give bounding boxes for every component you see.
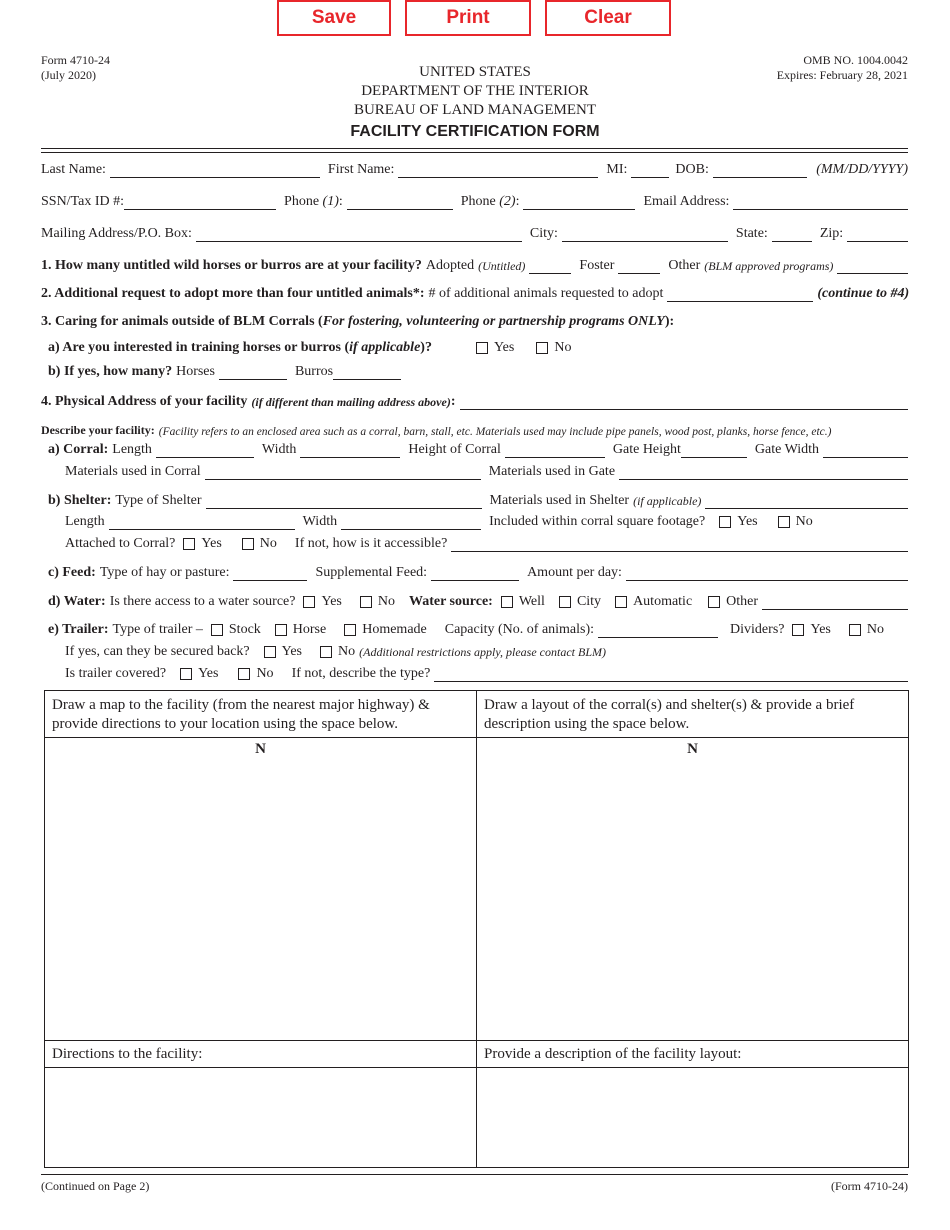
omb-number: OMB NO. 1004.0042 (803, 53, 908, 67)
city-water-checkbox[interactable] (559, 596, 571, 608)
covered-yes-label: Yes (198, 666, 219, 681)
supplemental-field[interactable] (431, 564, 519, 581)
type-shelter-label: Type of Shelter (115, 493, 202, 508)
materials-gate-label: Materials used in Gate (488, 464, 616, 479)
horses-field[interactable] (219, 363, 287, 380)
q4-note: (if different than mailing address above) (251, 395, 451, 409)
covered-yes-checkbox[interactable] (180, 668, 192, 680)
corral-length-field[interactable] (156, 441, 254, 458)
footer-form-number: (Form 4710-24) (831, 1179, 908, 1193)
foster-field[interactable] (618, 257, 660, 274)
first-name-label: First Name: (327, 162, 395, 177)
dividers-yes-label: Yes (810, 622, 831, 637)
q3-label: 3. Caring for animals outside of BLM Corrals (For fostering, volunteering or partnership programs ONLY): (41, 314, 675, 329)
water-label: d) Water: (48, 594, 106, 609)
attached-yes-label: Yes (201, 536, 222, 551)
feed-label: c) Feed: (48, 565, 96, 580)
corral-row-1 (48, 438, 908, 458)
secured-no-checkbox[interactable] (320, 646, 332, 658)
amount-label: Amount per day: (527, 565, 622, 580)
description-field[interactable] (476, 1067, 909, 1168)
shelter-width-field[interactable] (341, 513, 481, 530)
agency-line-2: DEPARTMENT OF THE INTERIOR (361, 83, 589, 99)
layout-heading-box (476, 690, 909, 738)
q3a-yes-checkbox[interactable] (476, 342, 488, 354)
directions-heading: Directions to the facility: (52, 1046, 203, 1062)
layout-heading: Draw a layout of the corral(s) and shelter(s) & provide a brief description using the space below. (484, 697, 855, 732)
description-heading: Provide a description of the facility layout: (484, 1046, 742, 1062)
trailer-row-1 (48, 618, 908, 638)
layout-drawing-area[interactable] (476, 737, 909, 1041)
trailer-row-3 (65, 662, 908, 682)
ssn-field[interactable] (124, 193, 276, 210)
secured-label: If yes, can they be secured back? (65, 644, 250, 659)
shelter-length-label: Length (65, 514, 105, 529)
materials-shelter-field[interactable] (705, 492, 908, 509)
covered-no-label: No (256, 666, 274, 681)
stock-label: Stock (228, 622, 261, 637)
describe-facility (41, 418, 908, 438)
other-field[interactable] (837, 257, 908, 274)
other-water-label: Other (726, 594, 759, 609)
describe-type-label: If not, describe the type? (291, 666, 431, 681)
hay-field[interactable] (233, 564, 307, 581)
horses-label: Horses (176, 364, 215, 379)
contact-row (41, 190, 908, 210)
automatic-checkbox[interactable] (615, 596, 627, 608)
accessible-field[interactable] (451, 535, 908, 552)
gate-height-label: Gate Height (612, 442, 681, 457)
north-indicator: N (255, 741, 266, 757)
question-1 (41, 254, 908, 274)
corral-height-field[interactable] (505, 441, 605, 458)
foster-label: Foster (579, 258, 615, 273)
dividers-no-checkbox[interactable] (849, 624, 861, 636)
automatic-label: Automatic (633, 594, 693, 609)
water-yes-checkbox[interactable] (303, 596, 315, 608)
city-water-label: City (576, 594, 602, 609)
describe-type-field[interactable] (434, 665, 908, 682)
materials-corral-label: Materials used in Corral (65, 464, 201, 479)
map-heading-box (44, 690, 477, 738)
address-row (41, 222, 908, 242)
header-divider (41, 148, 908, 149)
last-name-label: Last Name: (41, 162, 106, 177)
horse-checkbox[interactable] (275, 624, 287, 636)
dividers-label: Dividers? (730, 622, 785, 637)
included-no-checkbox[interactable] (778, 516, 790, 528)
zip-label: Zip: (819, 226, 844, 241)
q3a-label: a) Are you interested in training horses or burros (if applicable)? (48, 340, 432, 355)
capacity-label: Capacity (No. of animals): (444, 622, 595, 637)
adopted-field[interactable] (529, 257, 571, 274)
clear-button[interactable]: Clear (545, 0, 671, 36)
question-2 (41, 282, 908, 302)
form-date: (July 2020) (41, 68, 96, 82)
shelter-row-1 (48, 489, 908, 509)
footer-divider (41, 1174, 908, 1175)
trailer-label: e) Trailer: (48, 622, 109, 637)
phone2-field[interactable] (523, 193, 635, 210)
dividers-yes-checkbox[interactable] (792, 624, 804, 636)
save-button[interactable]: Save (277, 0, 391, 36)
mi-label: MI: (606, 162, 628, 177)
last-name-field[interactable] (110, 161, 320, 178)
capacity-field[interactable] (598, 621, 718, 638)
included-label: Included within corral square footage? (489, 514, 706, 529)
supplemental-label: Supplemental Feed: (315, 565, 428, 580)
corral-height-label: Height of Corral (408, 442, 501, 457)
ssn-label: SSN/Tax ID #: (41, 194, 125, 209)
burros-field[interactable] (333, 363, 401, 380)
directions-field[interactable] (44, 1067, 477, 1168)
map-heading: Draw a map to the facility (from the nearest major highway) & provide directions to your location using the space below. (52, 697, 430, 732)
attached-yes-checkbox[interactable] (183, 538, 195, 550)
type-trailer-label: Type of trailer – (112, 622, 203, 637)
dob-field[interactable] (713, 161, 807, 178)
gate-width-field[interactable] (823, 441, 908, 458)
q2-label: 2. Additional request to adopt more than four untitled animals*: (41, 286, 425, 301)
q4-colon: : (450, 394, 456, 409)
water-no-checkbox[interactable] (360, 596, 372, 608)
homemade-checkbox[interactable] (344, 624, 356, 636)
homemade-label: Homemade (362, 622, 427, 637)
first-name-field[interactable] (398, 161, 598, 178)
dob-label: DOB: (675, 162, 709, 177)
page-title: FACILITY CERTIFICATION FORM (350, 123, 600, 140)
water-no-label: No (377, 594, 395, 609)
burros-label: Burros (294, 364, 334, 379)
email-field[interactable] (733, 193, 908, 210)
q4-label: 4. Physical Address of your facility (41, 394, 248, 409)
attached-no-label: No (259, 536, 277, 551)
name-row (41, 158, 908, 178)
dob-format-hint: (MM/DD/YYYY) (816, 162, 908, 177)
agency-line-1: UNITED STATES (419, 64, 531, 80)
q3a-yes-label: Yes (493, 340, 515, 355)
attached-no-checkbox[interactable] (242, 538, 254, 550)
horse-label: Horse (292, 622, 327, 637)
form-number: Form 4710-24 (41, 53, 110, 67)
type-shelter-field[interactable] (206, 492, 482, 509)
continue-note: (continue to #4) (817, 286, 910, 301)
header-divider (41, 152, 908, 153)
map-drawing-area[interactable] (44, 737, 477, 1041)
city-field[interactable] (562, 225, 728, 242)
materials-shelter-label: Materials used in Shelter (489, 493, 630, 508)
hay-label: Type of hay or pasture: (99, 565, 230, 580)
describe-note: (Facility refers to an enclosed area such as a corral, barn, stall, etc. Materials used may include pipe panels, wood post, planks, horse fence, etc.) (158, 426, 832, 438)
water-row (48, 590, 908, 610)
additional-animals-field[interactable] (667, 285, 813, 302)
shelter-label: b) Shelter: (48, 493, 112, 508)
email-label: Email Address: (643, 194, 730, 209)
included-yes-label: Yes (737, 514, 758, 529)
describe-label: Describe your facility: (41, 423, 155, 437)
continued-note: (Continued on Page 2) (41, 1179, 150, 1193)
well-checkbox[interactable] (501, 596, 513, 608)
secured-yes-checkbox[interactable] (264, 646, 276, 658)
phone1-label: Phone (1): (284, 194, 343, 209)
accessible-label: If not, how is it accessible? (294, 536, 448, 551)
question-4 (41, 390, 908, 410)
mailing-label: Mailing Address/P.O. Box: (41, 226, 192, 241)
materials-gate-field[interactable] (619, 463, 908, 480)
covered-label: Is trailer covered? (65, 666, 167, 681)
amount-field[interactable] (626, 564, 908, 581)
agency-line-3: BUREAU OF LAND MANAGEMENT (353, 102, 597, 118)
restrictions-note: (Additional restrictions apply, please contact BLM) (359, 645, 606, 659)
water-source-label: Water source: (408, 594, 493, 609)
corral-width-label: Width (261, 442, 297, 457)
gate-height-field[interactable] (681, 441, 747, 458)
other-water-field[interactable] (762, 593, 908, 610)
corral-width-field[interactable] (300, 441, 400, 458)
shelter-row-2 (65, 510, 908, 530)
trailer-row-2 (65, 640, 908, 660)
corral-row-2 (65, 460, 908, 480)
q3b-label: b) If yes, how many? (48, 364, 173, 379)
q3a-no-label: No (554, 340, 572, 355)
mailing-field[interactable] (196, 225, 522, 242)
feed-row (48, 561, 908, 581)
attached-label: Attached to Corral? (65, 536, 176, 551)
city-label: City: (529, 226, 558, 241)
if-applicable-note: (if applicable) (633, 494, 702, 508)
shelter-length-field[interactable] (109, 513, 295, 530)
adopted-label: Adopted (425, 258, 475, 273)
state-label: State: (735, 226, 768, 241)
question-3a (48, 336, 915, 356)
q3a-no-checkbox[interactable] (536, 342, 548, 354)
materials-corral-field[interactable] (205, 463, 481, 480)
secured-no-label: No (338, 644, 356, 659)
water-question: Is there access to a water source? (109, 594, 296, 609)
shelter-width-label: Width (302, 514, 338, 529)
physical-address-field[interactable] (460, 393, 908, 410)
phone1-field[interactable] (347, 193, 453, 210)
shelter-row-3 (65, 532, 908, 552)
phone2-label: Phone (2): (460, 194, 520, 209)
gate-width-label: Gate Width (754, 442, 820, 457)
other-water-checkbox[interactable] (708, 596, 720, 608)
print-button[interactable]: Print (405, 0, 531, 36)
included-no-label: No (795, 514, 813, 529)
covered-no-checkbox[interactable] (238, 668, 250, 680)
q2-text: # of additional animals requested to adopt (428, 286, 664, 301)
blm-programs-note: (BLM approved programs) (704, 259, 834, 273)
omb-expires: Expires: February 28, 2021 (776, 68, 908, 82)
north-indicator: N (687, 741, 698, 757)
description-heading-box (476, 1040, 909, 1068)
q1-label: 1. How many untitled wild horses or burros are at your facility? (41, 258, 422, 273)
zip-field[interactable] (847, 225, 908, 242)
mi-field[interactable] (631, 161, 669, 178)
question-3b (48, 360, 915, 380)
directions-heading-box (44, 1040, 477, 1068)
state-field[interactable] (772, 225, 812, 242)
corral-label: a) Corral: (48, 442, 109, 457)
other-label: Other (668, 258, 701, 273)
dividers-no-label: No (866, 622, 884, 637)
corral-length-label: Length (112, 442, 152, 457)
water-yes-label: Yes (321, 594, 342, 609)
untitled-note: (Untitled) (478, 259, 526, 273)
stock-checkbox[interactable] (211, 624, 223, 636)
question-3 (41, 310, 908, 330)
included-yes-checkbox[interactable] (719, 516, 731, 528)
well-label: Well (518, 594, 545, 609)
secured-yes-label: Yes (281, 644, 302, 659)
